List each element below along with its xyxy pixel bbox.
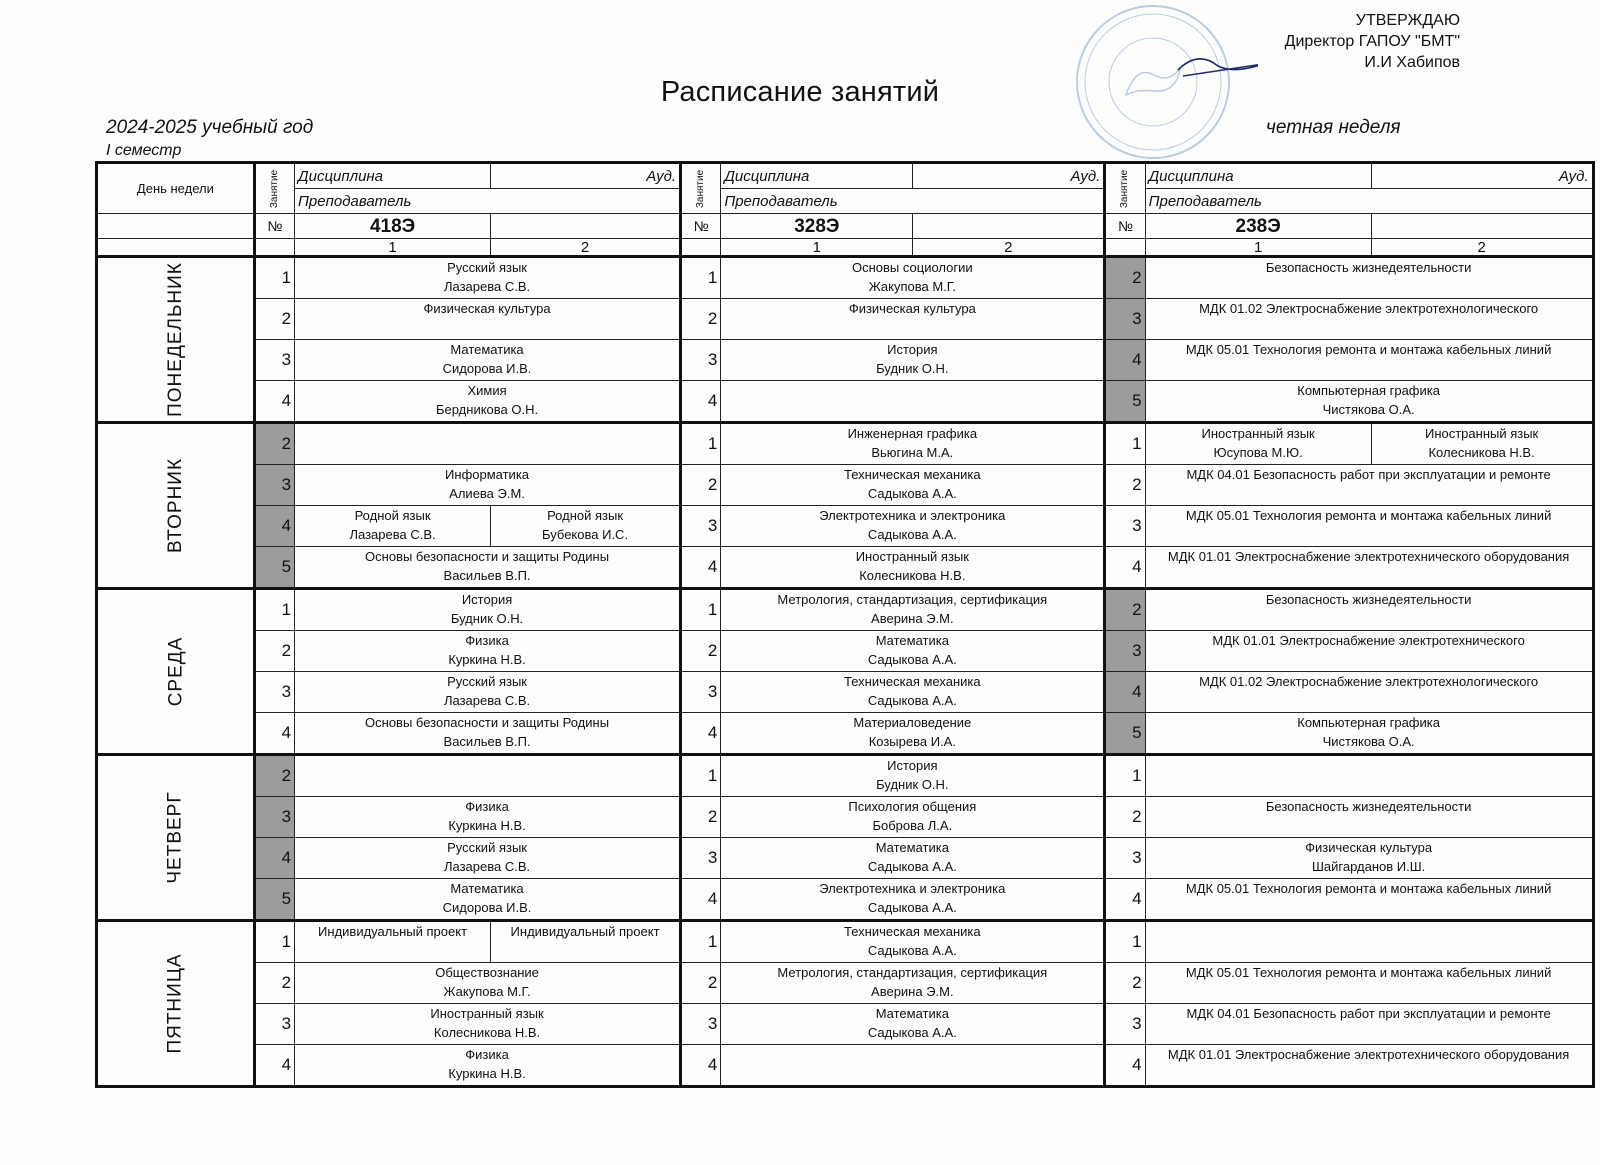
lesson-number: 2 [1105,589,1145,631]
teacher-name: Садыкова А.А. [867,652,957,667]
lesson-entry [721,340,1105,381]
subgroup-1: 1 [721,239,913,257]
subject-name: Обществознание [435,965,539,980]
lesson-number: 4 [681,713,721,755]
discipline-header: Дисциплина [295,163,491,189]
subject-name: Техническая механика [844,674,981,689]
lesson-entry [295,797,681,838]
lesson-entry [1145,921,1593,963]
lesson-entry [721,423,1105,465]
lesson-number: 3 [1105,838,1145,879]
lesson-row [97,547,1594,589]
lesson-number: 2 [681,299,721,340]
teacher-name: Куркина Н.В. [448,818,526,833]
lesson-number: 1 [254,921,294,963]
subject-name: История [461,592,513,607]
teacher-name: Жакупова М.Г. [868,279,956,294]
teacher-name: Сидорова И.В. [442,361,532,376]
lesson-number: 2 [1105,797,1145,838]
teacher-name: Колесникова Н.В. [433,1025,541,1040]
auditorium-header: Ауд. [1371,163,1593,189]
lesson-entry [1145,589,1593,631]
teacher-name: Садыкова А.А. [867,859,957,874]
lesson-number: 2 [254,423,294,465]
lesson-entry [1145,879,1593,921]
day-name [97,589,255,755]
lesson-number: 3 [681,1004,721,1045]
subject-name: МДК 05.01 Технология ремонта и монтажа кабельных линий [1185,342,1552,357]
lesson-entry [295,1045,681,1087]
lesson-entry [721,589,1105,631]
lesson-number: 2 [254,755,294,797]
lesson-row [97,1045,1594,1087]
lesson-row [97,879,1594,921]
lesson-row [97,506,1594,547]
lesson-entry [1145,340,1593,381]
lesson-entry [1145,631,1593,672]
teacher-name: Алиева Э.М. [449,486,525,501]
lesson-entry [721,1004,1105,1045]
group-name: 238Э [1145,214,1371,239]
lesson-number: 5 [1105,381,1145,423]
subgroup-row [97,239,1594,257]
lesson-row [97,631,1594,672]
lesson-number: 3 [681,340,721,381]
lesson-entry-subgroup-2 [491,506,681,547]
lesson-entry [295,713,681,755]
subgroup-2: 2 [491,239,681,257]
header-row-teacher [97,189,1594,214]
group-name: 418Э [295,214,491,239]
teacher-name: Чистякова О.А. [1322,402,1415,417]
lesson-number: 3 [254,465,294,506]
lesson-number: 4 [254,1045,294,1087]
teacher-name: Будник О.Н. [450,611,524,626]
teacher-name: Бубекова И.С. [542,527,629,542]
subgroup-1: 1 [295,239,491,257]
lesson-entry [1145,672,1593,713]
auditorium-header: Ауд. [913,163,1105,189]
teacher-header: Преподаватель [1145,189,1593,214]
subject-name: Материаловедение [853,715,972,730]
lesson-entry [295,755,681,797]
teacher-name: Чистякова О.А. [1322,734,1415,749]
lesson-entry [721,299,1105,340]
lesson-number: 3 [681,672,721,713]
lesson-entry [1145,465,1593,506]
lesson-number: 3 [1105,506,1145,547]
subject-name: Русский язык [447,674,527,689]
lesson-number: 3 [254,340,294,381]
subject-name: Физика [465,633,509,648]
lesson-number: 2 [254,631,294,672]
lesson-number: 1 [1105,755,1145,797]
lesson-row [97,423,1594,465]
subject-name: Физика [465,1047,509,1062]
lesson-row [97,257,1594,299]
lesson-entry [1145,506,1593,547]
subject-name: Математика [875,1006,949,1021]
approval-block [1220,10,1460,73]
lesson-entry [721,631,1105,672]
lesson-number: 4 [1105,672,1145,713]
day-header-label: День недели [136,181,214,196]
day-name [97,921,255,1087]
subject-name: Безопасность жизнедеятельности [1265,260,1472,275]
number-sign: № [254,214,294,239]
day-name-label: ВТОРНИК [164,457,186,553]
subject-name: Психология общения [848,799,977,814]
lesson-entry [721,838,1105,879]
day-header [97,163,255,214]
lesson-entry [295,381,681,423]
teacher-name: Куркина Н.В. [448,652,526,667]
subject-name: Индивидуальный проект [510,924,660,939]
lesson-number: 3 [1105,299,1145,340]
group-blank [913,214,1105,239]
group-blank [491,214,681,239]
lesson-header-label: Занятие [1119,169,1131,208]
discipline-header: Дисциплина [1145,163,1371,189]
lesson-row [97,921,1594,963]
lesson-entry [295,423,681,465]
subject-name: МДК 01.02 Электроснабжение электротехнологического [1199,674,1539,689]
lesson-number: 2 [681,797,721,838]
lesson-entry [295,879,681,921]
lesson-entry [295,838,681,879]
lesson-entry [721,672,1105,713]
subject-name: Электротехника и электроника [819,881,1006,896]
subject-name: МДК 01.01 Электроснабжение электротехнического [1212,633,1525,648]
lesson-number: 4 [254,713,294,755]
lesson-entry [721,465,1105,506]
lesson-header [1105,163,1145,214]
lesson-entry [721,921,1105,963]
discipline-header: Дисциплина [721,163,913,189]
subject-name: Химия [467,383,507,398]
lesson-entry [1145,838,1593,879]
subject-name: МДК 01.01 Электроснабжение электротехнического оборудования [1167,1047,1570,1062]
lesson-entry [295,257,681,299]
lesson-number: 4 [1105,1045,1145,1087]
approval-line-approve: УТВЕРЖДАЮ [1355,12,1460,29]
lesson-entry [1145,299,1593,340]
lesson-entry-subgroup-2 [1371,423,1593,465]
subject-name: МДК 05.01 Технология ремонта и монтажа кабельных линий [1185,508,1552,523]
number-sign: № [1105,214,1145,239]
lesson-entry [721,1045,1105,1087]
header-row [97,163,1594,189]
lesson-entry [721,755,1105,797]
subgroup-blank [1105,239,1145,257]
lesson-number: 4 [1105,547,1145,589]
lesson-entry [1145,1045,1593,1087]
teacher-name: Лазарева С.В. [443,693,531,708]
lesson-entry [721,797,1105,838]
subject-name: Иностранный язык [1424,426,1539,441]
subject-name: Индивидуальный проект [318,924,468,939]
subject-name: Инженерная графика [847,426,978,441]
teacher-name: Садыкова А.А. [867,1025,957,1040]
subject-name: Математика [450,342,524,357]
lesson-number: 4 [1105,340,1145,381]
subject-name: МДК 04.01 Безопасность работ при эксплуатации и ремонте [1186,1006,1551,1021]
lesson-header [681,163,721,214]
subgroup-blank [681,239,721,257]
subject-name: Математика [450,881,524,896]
teacher-name: Бердникова О.Н. [435,402,539,417]
teacher-name: Садыкова А.А. [867,943,957,958]
lesson-entry [721,381,1105,423]
lesson-entry [721,257,1105,299]
lesson-number: 1 [681,589,721,631]
subject-name: МДК 01.01 Электроснабжение электротехнического оборудования [1167,549,1570,564]
lesson-number: 3 [254,1004,294,1045]
lesson-entry [721,713,1105,755]
group-row-blank [97,214,255,239]
lesson-entry [295,340,681,381]
subject-name: Основы социологии [852,260,973,275]
lesson-number: 4 [681,1045,721,1087]
lesson-row [97,465,1594,506]
subject-name: Компьютерная графика [1297,715,1440,730]
lesson-number: 4 [681,381,721,423]
lesson-entry [1145,547,1593,589]
subject-name: Безопасность жизнедеятельности [1265,799,1472,814]
day-name [97,423,255,589]
lesson-number: 4 [254,506,294,547]
lesson-row [97,963,1594,1004]
subject-name: Физическая культура [848,301,976,316]
lesson-row [97,299,1594,340]
teacher-name: Садыкова А.А. [867,900,957,915]
subject-name: Основы безопасности и защиты Родины [365,715,610,730]
lesson-row [97,797,1594,838]
lesson-entry [1145,797,1593,838]
lesson-entry [295,547,681,589]
auditorium-header: Ауд. [491,163,681,189]
lesson-row [97,713,1594,755]
subject-name: Математика [875,840,949,855]
lesson-number: 5 [254,547,294,589]
teacher-name: Садыкова А.А. [867,486,957,501]
lesson-number: 4 [254,838,294,879]
day-name-label: СРЕДА [164,636,186,706]
subject-name: Физическая культура [423,301,551,316]
teacher-name: Будник О.Н. [876,777,949,792]
teacher-name: Будник О.Н. [876,361,949,376]
subject-name: Основы безопасности и защиты Родины [365,549,610,564]
lesson-entry [1145,713,1593,755]
lesson-number: 1 [254,257,294,299]
subject-name: История [887,758,938,773]
lesson-row [97,1004,1594,1045]
subject-name: Физика [465,799,509,814]
subject-name: Безопасность жизнедеятельности [1265,592,1472,607]
lesson-number: 1 [681,257,721,299]
subject-name: Русский язык [447,840,527,855]
lesson-entry [295,465,681,506]
lesson-entry [721,879,1105,921]
subject-name: Иностранный язык [855,549,969,564]
day-name [97,755,255,921]
approval-line-position: Директор ГАПОУ "БМТ" [1284,33,1460,50]
lesson-entry [721,547,1105,589]
group-row [97,214,1594,239]
lesson-number: 2 [1105,963,1145,1004]
week-type: четная неделя [1266,117,1401,138]
lesson-number: 3 [1105,1004,1145,1045]
number-sign: № [681,214,721,239]
lesson-entry-subgroup-2 [491,921,681,963]
subject-name: Математика [875,633,949,648]
subject-name: МДК 05.01 Технология ремонта и монтажа кабельных линий [1185,881,1552,896]
day-name [97,257,255,423]
lesson-number: 4 [254,381,294,423]
lesson-number: 1 [681,755,721,797]
lesson-entry [1145,963,1593,1004]
lesson-entry [1145,257,1593,299]
subject-name: Информатика [445,467,530,482]
teacher-name: Боброва Л.А. [872,818,953,833]
teacher-name: Жакупова М.Г. [443,984,531,999]
lesson-number: 1 [681,921,721,963]
lesson-number: 1 [1105,423,1145,465]
academic-year: 2024-2025 учебный год [106,117,314,138]
lesson-number: 3 [1105,631,1145,672]
subgroup-blank [254,239,294,257]
teacher-name: Васильев В.П. [443,734,531,749]
lesson-number: 1 [681,423,721,465]
lesson-row [97,672,1594,713]
teacher-header: Преподаватель [295,189,681,214]
lesson-number: 2 [681,963,721,1004]
subgroup-row-blank [97,239,255,257]
lesson-number: 4 [1105,879,1145,921]
day-name-label: ПЯТНИЦА [164,952,186,1054]
teacher-name: Аверина Э.М. [871,611,954,626]
subject-name: Родной язык [354,508,431,523]
teacher-name: Садыкова А.А. [867,693,957,708]
subject-name: Родной язык [547,508,624,523]
teacher-name: Юсупова М.Ю. [1213,445,1303,460]
group-blank [1371,214,1593,239]
lesson-entry [1145,1004,1593,1045]
teacher-name: Садыкова А.А. [867,527,957,542]
lesson-entry [721,506,1105,547]
subject-name: Метрология, стандартизация, сертификация [777,965,1048,980]
lesson-entry [721,963,1105,1004]
lesson-number: 3 [681,838,721,879]
lesson-number: 3 [254,672,294,713]
teacher-name: Козырева И.А. [868,734,956,749]
teacher-name: Колесникова Н.В. [1428,445,1535,460]
teacher-name: Аверина Э.М. [871,984,954,999]
day-name-label: ПОНЕДЕЛЬНИК [164,261,186,417]
lesson-row [97,340,1594,381]
subgroup-2: 2 [1371,239,1593,257]
lesson-entry [295,672,681,713]
lesson-entry-subgroup-1 [295,921,491,963]
subject-name: Иностранный язык [430,1006,544,1021]
subject-name: История [887,342,938,357]
teacher-name: Сидорова И.В. [442,900,532,915]
subject-name: Техническая механика [844,467,981,482]
lesson-number: 4 [681,879,721,921]
lesson-number: 2 [254,299,294,340]
lesson-row [97,838,1594,879]
teacher-name: Шайгарданов И.Ш. [1311,859,1426,874]
lesson-header-label: Занятие [695,169,707,208]
subgroup-1: 1 [1145,239,1371,257]
approval-line-name: И.И Хабипов [1364,54,1460,71]
subgroup-2: 2 [913,239,1105,257]
subject-name: МДК 05.01 Технология ремонта и монтажа кабельных линий [1185,965,1552,980]
subject-name: Электротехника и электроника [819,508,1006,523]
lesson-row [97,381,1594,423]
lesson-entry [295,1004,681,1045]
subject-name: Иностранный язык [1201,426,1315,441]
lesson-number: 2 [681,631,721,672]
subject-name: Техническая механика [844,924,981,939]
lesson-number: 2 [681,465,721,506]
day-name-label: ЧЕТВЕРГ [164,790,186,884]
lesson-entry [295,963,681,1004]
lesson-number: 1 [1105,921,1145,963]
teacher-name: Лазарева С.В. [349,527,436,542]
lesson-entry-subgroup-1 [295,506,491,547]
teacher-name: Лазарева С.В. [443,279,531,294]
teacher-name: Васильев В.П. [443,568,531,583]
lesson-entry [295,631,681,672]
teacher-name: Лазарева С.В. [443,859,531,874]
lesson-entry-subgroup-1 [1145,423,1371,465]
lesson-entry [295,299,681,340]
schedule-table [95,161,1595,1088]
subject-name: Русский язык [447,260,527,275]
lesson-header-label: Занятие [268,169,280,208]
lesson-header [254,163,294,214]
lesson-row [97,755,1594,797]
lesson-entry [295,589,681,631]
group-name: 328Э [721,214,913,239]
lesson-number: 5 [1105,713,1145,755]
teacher-name: Колесникова Н.В. [859,568,966,583]
lesson-number: 2 [1105,257,1145,299]
teacher-name: Куркина Н.В. [448,1066,526,1081]
lesson-number: 1 [254,589,294,631]
teacher-header: Преподаватель [721,189,1105,214]
lesson-number: 5 [254,879,294,921]
subject-name: Метрология, стандартизация, сертификация [777,592,1048,607]
subject-name: Компьютерная графика [1297,383,1440,398]
page-title: Расписание занятий [660,76,940,108]
lesson-number: 2 [254,963,294,1004]
lesson-entry [1145,755,1593,797]
lesson-number: 2 [1105,465,1145,506]
lesson-row [97,589,1594,631]
lesson-number: 3 [681,506,721,547]
teacher-name: Вьюгина М.А. [871,445,954,460]
semester-label: I семестр [106,142,182,159]
lesson-number: 3 [254,797,294,838]
subject-name: МДК 01.02 Электроснабжение электротехнологического [1199,301,1539,316]
lesson-number: 4 [681,547,721,589]
subject-name: МДК 04.01 Безопасность работ при эксплуатации и ремонте [1186,467,1551,482]
subject-name: Физическая культура [1305,840,1433,855]
lesson-entry [1145,381,1593,423]
